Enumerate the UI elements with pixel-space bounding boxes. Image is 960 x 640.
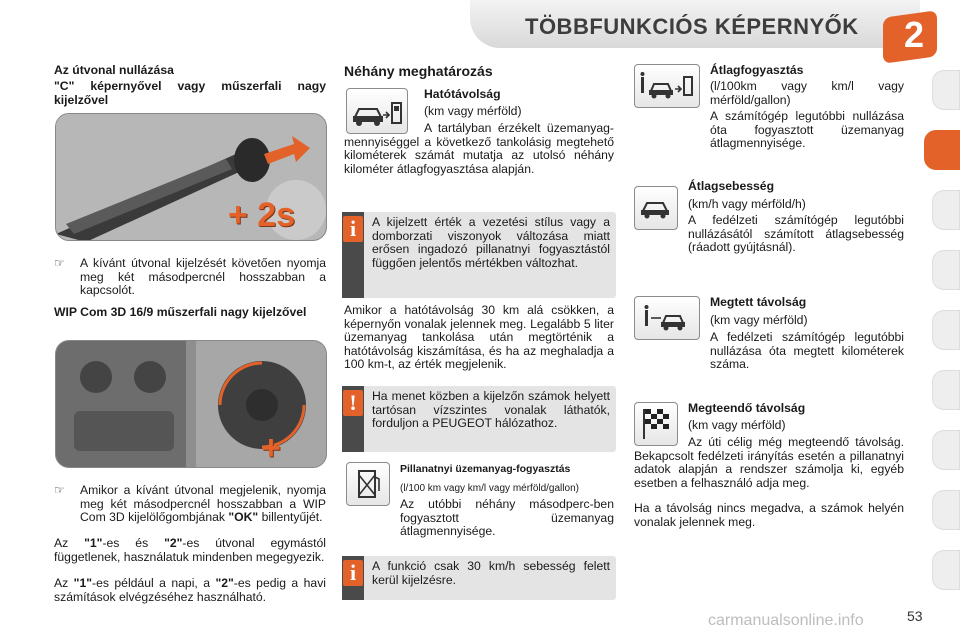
distance-title: Megtett távolság	[710, 295, 807, 309]
reset-title: Az útvonal nullázása	[54, 63, 174, 77]
info-note-1-text: A kijelzett érték a vezetési stílus vagy a domborzati viszonyok változása miatt erősen ingadozó pillanatnyi fogyasztástól függően jelentős mértékben változhat.	[372, 215, 610, 270]
two-seconds-badge: + 2s	[228, 196, 296, 234]
distance-unit: (km vagy mérföld)	[710, 313, 808, 327]
info-note-2-text: A funkció csak 30 km/h sebesség felett kerül kijelzésre.	[372, 559, 610, 587]
page-title: TÖBBFUNKCIÓS KÉPERNYŐK	[525, 14, 859, 39]
avg-fuel-unit: (l/100km vagy km/l vagy mérföld/gallon)	[710, 79, 904, 107]
info-note-2	[342, 556, 616, 600]
stalk-switch-photo	[55, 113, 327, 241]
range-description: A tartályban érzékelt üzemanyag-mennyiséggel a következő tankolásig megtehető kilométerek számát mutatja az utolsó néhány kilométer átlagfogyasztása alapján.	[344, 121, 614, 176]
distance-description: A fedélzeti számítógép legutóbbi nullázása óta megtett kilométerek száma.	[710, 330, 904, 371]
car-icon	[635, 187, 677, 229]
bullet-text-2: Amikor a kívánt útvonal megjelenik, nyomja meg két másodpercnél hosszabban a WIP Com 3D kijelölőgombjának "OK" billentyűjét.	[80, 483, 326, 524]
side-tab[interactable]	[932, 550, 960, 590]
avg-fuel-description: A számítógép legutóbbi nullázása óta fogyasztott üzemanyag átlagmennyisége.	[710, 109, 904, 150]
side-tabs	[932, 70, 960, 590]
bullet-marker: ☞	[54, 256, 65, 270]
definitions-title: Néhány meghatározás	[344, 63, 493, 79]
routes-paragraph-2: Az "1"-es például a napi, a "2"-es pedig a havi számítások elvégzéséhez használható.	[54, 576, 327, 604]
routes-paragraph-1: Az "1"-es és "2"-es útvonal egymástól függetlenek, használatuk mindenben megegyezik.	[54, 536, 326, 564]
instant-description: Az utóbbi néhány másodperc-ben fogyasztott üzemanyag átlagmennyisége.	[400, 497, 614, 538]
avg-speed-icon-box	[634, 186, 678, 230]
bullet-text-1: A kívánt útvonal kijelzését követően nyomja meg két másodpercnél hosszabban a kapcsolót.	[80, 256, 326, 297]
info-note-1	[342, 212, 616, 298]
range-unit: (km vagy mérföld)	[424, 104, 522, 118]
car-fuel-pump-icon	[635, 65, 699, 107]
side-tab-active[interactable]	[924, 130, 960, 170]
side-tab[interactable]	[932, 490, 960, 530]
side-tab[interactable]	[932, 430, 960, 470]
page-number: 53	[907, 608, 923, 624]
warning-icon: !	[343, 390, 363, 416]
odometer-car-icon	[635, 297, 699, 339]
bullet-marker: ☞	[54, 483, 65, 497]
avg-speed-title: Átlagsebesség	[688, 179, 775, 193]
distance-icon-box	[634, 296, 700, 340]
warning-note-text: Ha menet közben a kijelzőn számok helyett tartósan vízszintes vonalak láthatók, forduljon a PEUGEOT hálózathoz.	[372, 389, 610, 430]
watermark: carmanualsonline.info	[708, 612, 864, 629]
remaining-unit: (km vagy mérföld)	[688, 418, 786, 432]
side-tab[interactable]	[932, 310, 960, 350]
range-title: Hatótávolság	[424, 87, 501, 101]
instant-icon-box	[346, 462, 390, 506]
two-seconds-badge: +	[261, 429, 281, 467]
instant-title: Pillanatnyi üzemanyag-fogyasztás	[400, 463, 571, 475]
side-tab[interactable]	[932, 190, 960, 230]
range-low-paragraph: Amikor a hatótávolság 30 km alá csökken, a képernyőn vonalak jelennek meg. Legalább 5 liter üzemanyag tankolása után megtörténik a hatótávolság kiszámítása, és ha az meghaladja a 100 km-t, az érték megjelenik.	[344, 303, 614, 371]
chapter-number: 2	[903, 14, 925, 55]
avg-speed-description: A fedélzeti számítógép legutóbbi nullázásától számított átlagsebesség (ráadott gyújtásnál).	[688, 213, 904, 254]
remaining-description-1: Az úti célig még megteendő távolság. Bekapcsolt fedélzeti irányítás esetén a pillanatnyi adatok alapján a rendszer számolja ki, egyéb esetben a felhasználó adja meg.	[634, 435, 904, 490]
subtitle-c-display: "C" képernyővel vagy műszerfali nagy kijelzővel	[54, 79, 326, 107]
subtitle-wip: WIP Com 3D 16/9 műszerfali nagy kijelzővel	[54, 305, 307, 319]
avg-speed-unit: (km/h vagy mérföld/h)	[688, 197, 806, 211]
warning-note	[342, 386, 616, 452]
fuel-pump-icon	[347, 463, 389, 505]
info-icon: i	[343, 216, 363, 242]
remaining-title: Megteendő távolság	[688, 401, 806, 415]
side-tab[interactable]	[932, 70, 960, 110]
side-tab[interactable]	[932, 250, 960, 290]
avg-fuel-title: Átlagfogyasztás	[710, 63, 804, 77]
info-icon: i	[343, 560, 363, 586]
remaining-description-2: Ha a távolság nincs megadva, a számok helyén vonalak jelennek meg.	[634, 501, 904, 529]
side-tab[interactable]	[932, 370, 960, 410]
wip-console-photo	[55, 340, 327, 468]
instant-unit: (l/100 km vagy km/l vagy mérföld/gallon)	[400, 483, 579, 494]
avg-fuel-icon-box	[634, 64, 700, 108]
